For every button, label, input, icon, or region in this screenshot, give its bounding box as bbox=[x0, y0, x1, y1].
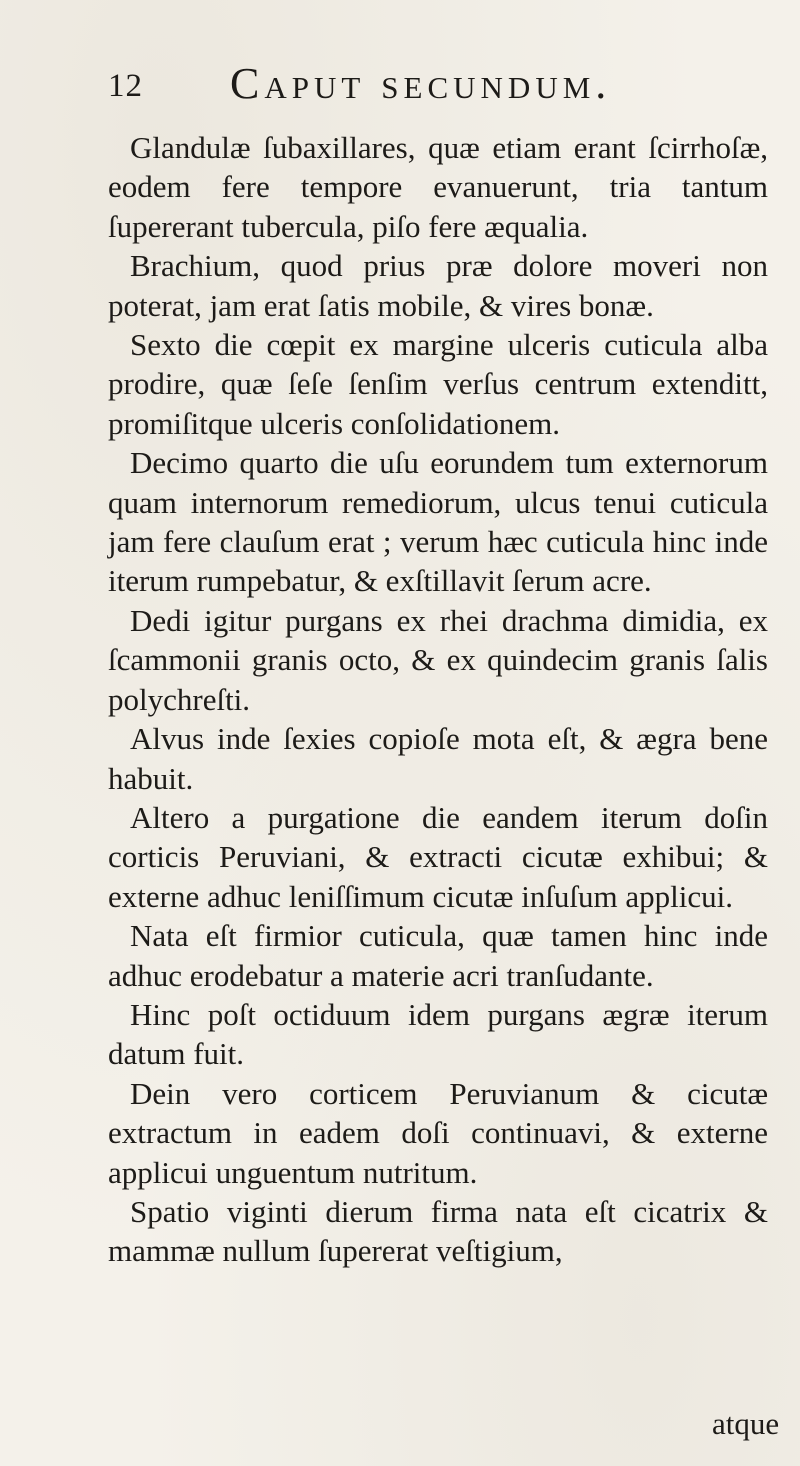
catchword: atque bbox=[712, 1406, 780, 1441]
paragraph: Sexto die cœpit ex margine ulceris cuticula alba prodire, quæ ſeſe ſenſim verſus centrum extenditt, promiſitque ulceris conſolidationem. bbox=[108, 327, 768, 441]
paragraph: Dedi igitur purgans ex rhei drachma dimidia, ex ſcammonii granis octo, & ex quindecim granis ſalis polychreſti. bbox=[108, 602, 768, 717]
paragraph: Alvus inde ſexies copioſe mota eſt, & ægra bene habuit. bbox=[108, 721, 768, 796]
paragraph: Hinc poſt octiduum idem purgans ægræ iterum datum fuit. bbox=[108, 996, 768, 1072]
page-number: 12 bbox=[108, 68, 143, 104]
running-head bbox=[108, 58, 758, 114]
body-text bbox=[108, 128, 768, 1271]
paragraph: Spatio viginti dierum firma nata eſt cicatrix & mammæ nullum ſupererat veſtigium, bbox=[108, 1193, 768, 1269]
chapter-heading: Caput secundum. bbox=[230, 59, 612, 108]
paragraph: Glandulæ ſubaxillares, quæ etiam erant ſcirrhoſæ, eodem fere tempore evanuerunt, tria tantum ſupererant tubercula, piſo fere æqualia. bbox=[108, 130, 768, 244]
paragraph: Altero a purgatione die eandem iterum doſin corticis Peruviani, & extracti cicutæ exhibui; & externe adhuc leniſſimum cicutæ inſuſum applicui. bbox=[108, 799, 768, 914]
paragraph: Nata eſt firmior cuticula, quæ tamen hinc inde adhuc erodebatur a materie acri tranſudante. bbox=[108, 918, 768, 993]
paragraph: Dein vero corticem Peruvianum & cicutæ extractum in eadem doſi continuavi, & externe applicui unguentum nutritum. bbox=[108, 1075, 768, 1190]
paragraph: Brachium, quod prius præ dolore moveri non poterat, jam erat ſatis mobile, & vires bonæ. bbox=[108, 248, 768, 323]
paragraph: Decimo quarto die uſu eorundem tum externorum quam internorum remediorum, ulcus tenui cuticula jam fere clauſum erat ; verum hæc cuticula hinc inde iterum rumpebatur, & exſtillavit ſerum acre. bbox=[108, 445, 768, 599]
